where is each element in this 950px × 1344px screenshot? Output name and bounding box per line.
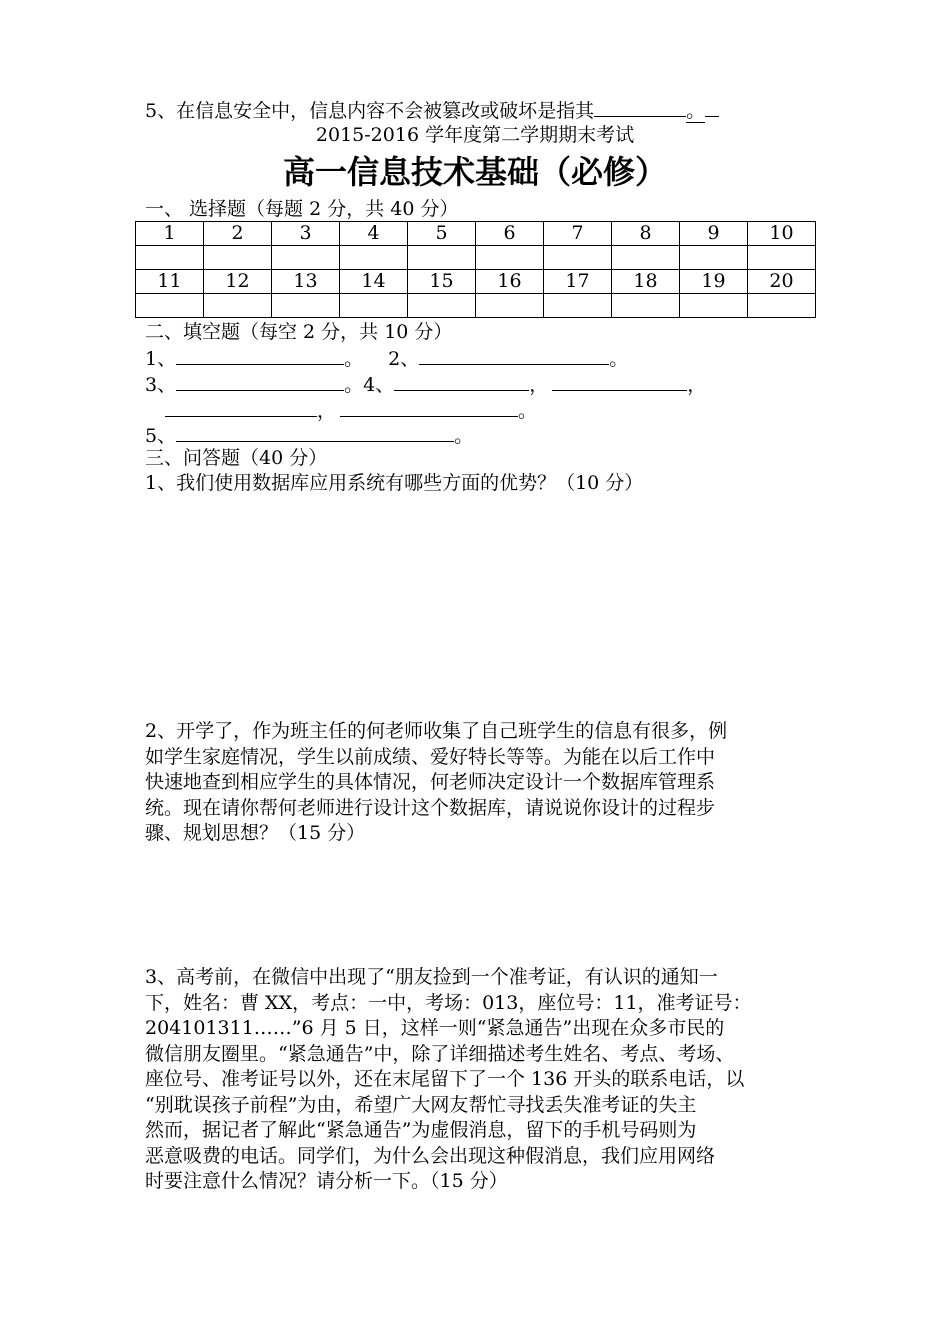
fill-blank-line-2 — [145, 372, 706, 398]
essay-question-2 — [145, 719, 813, 847]
answer-cell[interactable] — [204, 246, 272, 270]
essay-question-2-line: 快速地查到相应学生的具体情况，何老师决定设计一个数据库管理系 — [145, 771, 716, 793]
essay-question-2-line: 2、开学了，作为班主任的何老师收集了自己班学生的信息有很多，例 — [145, 720, 728, 742]
answer-cell[interactable] — [544, 246, 612, 270]
answer-cell[interactable] — [680, 294, 748, 318]
answer-cell[interactable] — [136, 246, 204, 270]
question-number: 12 — [204, 270, 272, 294]
section3-heading: 三、问答题（40 分） — [145, 447, 328, 469]
essay-question-3-line: 恶意吸费的电话。同学们，为什么会出现这种假消息，我们应用网络 — [145, 1144, 716, 1167]
answer-cell[interactable] — [408, 246, 476, 270]
top-question — [145, 98, 719, 124]
question-number: 8 — [612, 222, 680, 246]
section2-heading: 二、填空题（每空 2 分，共 10 分） — [145, 321, 453, 343]
answer-cell[interactable] — [612, 246, 680, 270]
essay-question-3-line: 然而，据记者了解此“紧急通告”为虚假消息，留下的手机号码则为 — [145, 1119, 697, 1141]
question-number: 13 — [272, 270, 340, 294]
answer-cell[interactable] — [272, 246, 340, 270]
essay-question-2-line: 统。现在请你帮何老师进行设计这个数据库，请说说你设计的过程步 — [145, 796, 716, 819]
fill-q4-blank-2[interactable] — [552, 372, 687, 391]
top-question-end: 。 — [686, 100, 706, 122]
question-number: 3 — [272, 222, 340, 246]
question-number: 7 — [544, 222, 612, 246]
answer-grid-numbers-row-2 — [136, 270, 816, 294]
fill-q4-blank-3[interactable] — [165, 398, 317, 417]
answer-space-1[interactable] — [145, 500, 813, 710]
answer-cell[interactable] — [748, 246, 816, 270]
essay-question-2-line: 骤、规划思想？（15 分） — [145, 822, 366, 844]
question-number: 6 — [476, 222, 544, 246]
fill-q4-period: 。 — [518, 400, 538, 422]
essay-question-3 — [145, 965, 813, 1195]
section1-heading: 一、 选择题（每题 2 分，共 40 分） — [145, 198, 459, 220]
answer-cell[interactable] — [680, 246, 748, 270]
essay-question-3-line: 座位号、准考证号以外，还在末尾留下了一个 136 开头的联系电话，以 — [145, 1068, 745, 1090]
question-number: 11 — [136, 270, 204, 294]
fill-q1-period: 。 — [344, 348, 364, 370]
answer-cell[interactable] — [408, 294, 476, 318]
question-number: 17 — [544, 270, 612, 294]
fill-q1-label: 1、 — [145, 348, 177, 370]
top-question-blank[interactable] — [594, 98, 686, 117]
answer-cell[interactable] — [612, 294, 680, 318]
fill-q1-blank[interactable] — [176, 346, 344, 365]
fill-q5-label: 5、 — [145, 425, 177, 447]
question-number: 14 — [340, 270, 408, 294]
fill-q4-comma-1: ， — [529, 374, 549, 396]
fill-q2-period: 。 — [609, 348, 629, 370]
answer-cell[interactable] — [204, 294, 272, 318]
essay-question-1: 1、我们使用数据库应用系统有哪些方面的优势？（10 分） — [145, 472, 644, 494]
question-number: 16 — [476, 270, 544, 294]
answer-cell[interactable] — [476, 246, 544, 270]
question-number: 20 — [748, 270, 816, 294]
essay-question-3-line: 下，姓名：曹 XX，考点：一中，考场：013，座位号：11，准考证号： — [145, 991, 752, 1014]
answer-cell[interactable] — [544, 294, 612, 318]
answer-cell[interactable] — [340, 294, 408, 318]
answer-cell[interactable] — [476, 294, 544, 318]
fill-q2-label: 2、 — [388, 348, 420, 370]
answer-cell[interactable] — [272, 294, 340, 318]
answer-cell[interactable] — [136, 294, 204, 318]
fill-q4-blank-4[interactable] — [340, 398, 518, 417]
question-number: 18 — [612, 270, 680, 294]
essay-question-3-line: 204101311……”6 月 5 日，这样一则“紧急通告”出现在众多市民的 — [145, 1017, 725, 1039]
fill-blank-line-3 — [165, 398, 537, 424]
question-number: 1 — [136, 222, 204, 246]
answer-cell[interactable] — [748, 294, 816, 318]
fill-q4-comma-2: ， — [687, 374, 707, 396]
answer-grid-numbers-row-1 — [136, 222, 816, 246]
fill-q3-label: 3、 — [145, 374, 177, 396]
page-title: 高一信息技术基础（必修） — [282, 153, 667, 191]
essay-question-3-line: 微信朋友圈里。“紧急通告”中，除了详细描述考生姓名、考点、考场、 — [145, 1042, 735, 1065]
fill-q4-label: 4、 — [363, 374, 395, 396]
question-number: 5 — [408, 222, 476, 246]
fill-q4-comma-3: ， — [317, 400, 337, 422]
answer-cell[interactable] — [340, 246, 408, 270]
question-number: 4 — [340, 222, 408, 246]
top-question-blank-tail — [705, 98, 719, 117]
essay-question-3-line: “别耽误孩子前程”为由，希望广大网友帮忙寻找丢失准考证的失主 — [145, 1093, 697, 1116]
answer-space-2[interactable] — [145, 850, 813, 960]
question-number: 15 — [408, 270, 476, 294]
fill-q4-blank-1[interactable] — [394, 372, 529, 391]
fill-q3-blank[interactable] — [176, 372, 344, 391]
fill-q2-blank[interactable] — [419, 346, 609, 365]
question-number: 9 — [680, 222, 748, 246]
question-number: 10 — [748, 222, 816, 246]
answer-grid — [135, 221, 816, 318]
question-number: 19 — [680, 270, 748, 294]
question-number: 2 — [204, 222, 272, 246]
exam-year-line: 2015-2016 学年度第二学期期末考试 — [315, 124, 635, 146]
fill-q5-blank[interactable] — [176, 423, 454, 442]
essay-question-3-line: 时要注意什么情况？请分析一下。（15 分） — [145, 1170, 508, 1192]
essay-question-3-line: 3、高考前，在微信中出现了“朋友捡到一个准考证，有认识的通知一 — [145, 966, 718, 988]
answer-grid-answers-row-2 — [136, 294, 816, 318]
answer-grid-answers-row-1 — [136, 246, 816, 270]
fill-q3-period: 。 — [344, 374, 364, 396]
top-question-text: 5、在信息安全中，信息内容不会被篡改或破坏是指其 — [145, 100, 595, 122]
answer-space-3[interactable] — [145, 1200, 813, 1320]
fill-q5-period: 。 — [454, 425, 474, 447]
fill-blank-line-1 — [145, 346, 628, 372]
essay-question-2-line: 如学生家庭情况，学生以前成绩、爱好特长等等。为能在以后工作中 — [145, 745, 716, 768]
